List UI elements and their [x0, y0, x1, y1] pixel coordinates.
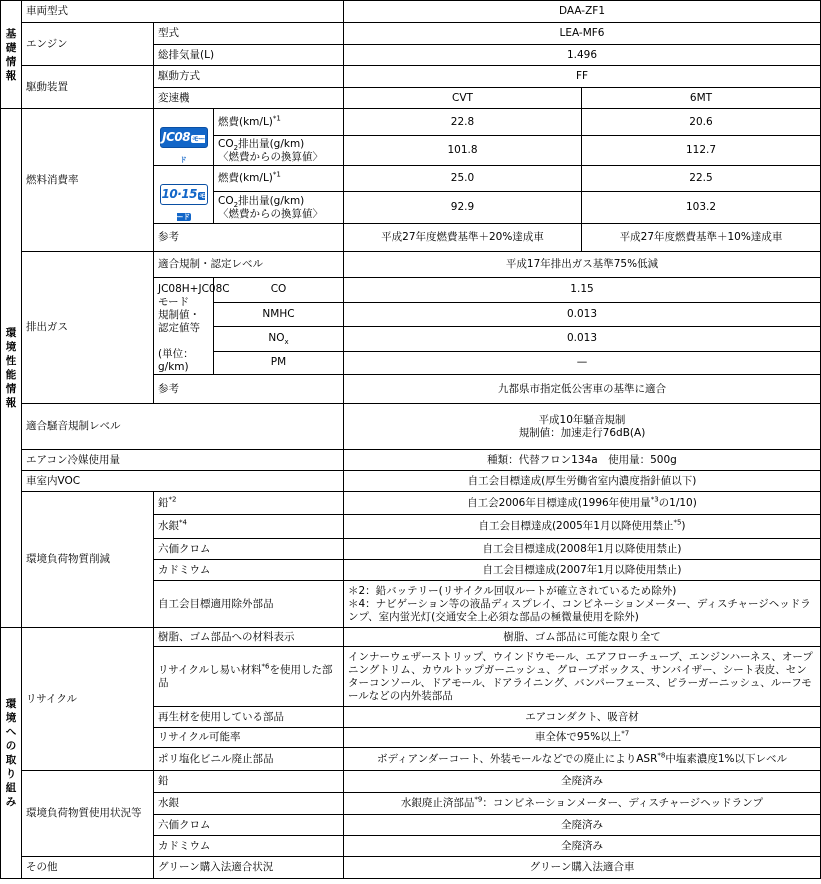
jc08-fuel-cvt: 22.8 — [344, 109, 582, 136]
category-basic: 基礎情報 — [1, 1, 22, 109]
jc08-co2-6mt: 112.7 — [582, 136, 821, 166]
model-value: DAA-ZF1 — [344, 1, 821, 23]
aircon-value: 種類：代替フロン134a 使用量：500g — [344, 450, 821, 471]
co-value: 1.15 — [344, 278, 821, 303]
noise-label: 適合騒音規制レベル — [22, 404, 344, 450]
j1015-co2-label: $CO_2$排出量(g/km) 〈燃費からの換算値〉 — [214, 192, 344, 224]
model-label: 車両型式 — [22, 1, 344, 23]
fuel-ref-cvt: 平成27年度燃費基準＋20%達成車 — [344, 224, 582, 252]
fuel-label: 燃料消費率 — [22, 109, 154, 252]
engine-label: エンジン — [22, 23, 154, 66]
j1015-co2-cvt: 92.9 — [344, 192, 582, 224]
j1015-badge: 10·15 モード — [154, 166, 214, 224]
sub-chromium-label: 六価クロム — [154, 539, 344, 560]
voc-label: 車室内VOC — [22, 471, 344, 492]
green-label: グリーン購入法適合状況 — [154, 857, 344, 879]
resin-value: 樹脂、ゴム部品に可能な限り全て — [344, 628, 821, 647]
transmission-label: 変速機 — [154, 88, 344, 109]
exhaust-mode-label: JC08H+JC08Cモード 規制値・認定値等 (単位：g/km) — [154, 278, 214, 375]
usage-lead-value: 全廃済み — [344, 771, 821, 793]
co-label: CO — [214, 278, 344, 303]
j1015-fuel-6mt: 22.5 — [582, 166, 821, 192]
jc08-fuel-label: 燃費$(km/L)^{*1}$ — [214, 109, 344, 136]
pm-label: PM — [214, 351, 344, 374]
j1015-co2-6mt: 103.2 — [582, 192, 821, 224]
nmhc-label: NMHC — [214, 302, 344, 327]
sub-lead-label: 鉛$^{*2}$ — [154, 492, 344, 515]
recycled-value: エアコンダクト、吸音材 — [344, 707, 821, 728]
exhaust-label: 排出ガス — [22, 252, 154, 404]
nmhc-value: 0.013 — [344, 302, 821, 327]
drive-label: 駆動装置 — [22, 66, 154, 109]
category-env: 環境性能情報 — [1, 109, 22, 628]
usage-mercury-value: 水銀廃止済部品$^{*9}$：コンビネーションメーター、ディスチャージヘッドランプ — [344, 793, 821, 815]
sub-chromium-value: 自工会目標達成(2008年1月以降使用禁止) — [344, 539, 821, 560]
nox-value: 0.013 — [344, 327, 821, 352]
nox-label: $NO_x$ — [214, 327, 344, 352]
transmission-6mt: 6MT — [582, 88, 821, 109]
recycle-rate-value: 車全体で95%以上$^{*7}$ — [344, 728, 821, 748]
easy-recycle-value: インナーウェザーストリップ、ウインドウモール、エアフローチューブ、エンジンハーネス、オープニングトリム、カウルトップガーニッシュ、グローブボックス、サンバイザー、シート表皮、センターコンソール、ドアモール、ドアライニング、バンパーフェース、ピラーガーニッシュ、ルーフモールなどの内外装部品 — [344, 647, 821, 707]
exhaust-level-label: 適合規制・認定レベル — [154, 252, 344, 278]
displacement-value: 1.496 — [344, 45, 821, 66]
recycle-rate-label: リサイクル可能率 — [154, 728, 344, 748]
drive-type-value: FF — [344, 66, 821, 88]
sub-cadmium-value: 自工会目標達成(2007年1月以降使用禁止) — [344, 560, 821, 581]
jc08-badge: JC08 モード — [154, 109, 214, 166]
pm-value: — — [344, 351, 821, 374]
fuel-ref-6mt: 平成27年度燃費基準＋10%達成車 — [582, 224, 821, 252]
usage-chromium-value: 全廃済み — [344, 815, 821, 836]
recycled-label: 再生材を使用している部品 — [154, 707, 344, 728]
transmission-cvt: CVT — [344, 88, 582, 109]
category-effort: 環境への取り組み — [1, 628, 22, 879]
sub-cadmium-label: カドミウム — [154, 560, 344, 581]
fuel-ref-label: 参考 — [154, 224, 344, 252]
usage-chromium-label: 六価クロム — [154, 815, 344, 836]
j1015-fuel-label: 燃費$(km/L)^{*1}$ — [214, 166, 344, 192]
voc-value: 自工会目標達成(厚生労働省室内濃度指針値以下) — [344, 471, 821, 492]
usage-cadmium-value: 全廃済み — [344, 836, 821, 857]
j1015-fuel-cvt: 25.0 — [344, 166, 582, 192]
engine-type-value: LEA-MF6 — [344, 23, 821, 45]
jc08-co2-label: $CO_2$排出量(g/km) 〈燃費からの換算値〉 — [214, 136, 344, 166]
exhaust-level-value: 平成17年排出ガス基準75%低減 — [344, 252, 821, 278]
other-label: その他 — [22, 857, 154, 879]
usage-cadmium-label: カドミウム — [154, 836, 344, 857]
sub-lead-value: 自工会2006年目標達成(1996年使用量$^{*3}$の1/10) — [344, 492, 821, 515]
jc08-co2-cvt: 101.8 — [344, 136, 582, 166]
exhaust-ref-label: 参考 — [154, 375, 344, 404]
usage-label: 環境負荷物質使用状況等 — [22, 771, 154, 857]
sub-mercury-value: 自工会目標達成(2005年1月以降使用禁止$^{*5}$) — [344, 515, 821, 539]
sub-mercury-label: 水銀$^{*4}$ — [154, 515, 344, 539]
engine-type-label: 型式 — [154, 23, 344, 45]
green-value: グリーン購入法適合車 — [344, 857, 821, 879]
sub-exempt-value: ＊2：鉛バッテリー(リサイクル回収ルートが確立されているため除外) ＊4：ナビゲーション等の液晶ディスプレイ、コンビネーションメーター、ディスチャージヘッドランプ、室内蛍光灯(交通安全上必須な部品の極微量使用を除外) — [344, 581, 821, 628]
usage-mercury-label: 水銀 — [154, 793, 344, 815]
sub-exempt-label: 自工会目標適用除外部品 — [154, 581, 344, 628]
resin-label: 樹脂、ゴム部品への材料表示 — [154, 628, 344, 647]
substances-label: 環境負荷物質削減 — [22, 492, 154, 628]
exhaust-ref-value: 九都県市指定低公害車の基準に適合 — [344, 375, 821, 404]
pvc-value: ボディアンダーコート、外装モールなどでの廃止によりASR$^{*8}$中塩素濃度1%以下レベル — [344, 748, 821, 771]
jc08-fuel-6mt: 20.6 — [582, 109, 821, 136]
displacement-label: 総排気量(L) — [154, 45, 344, 66]
aircon-label: エアコン冷媒使用量 — [22, 450, 344, 471]
pvc-label: ポリ塩化ビニル廃止部品 — [154, 748, 344, 771]
easy-recycle-label: リサイクルし易い材料$^{*6}$を使用した部品 — [154, 647, 344, 707]
recycle-label: リサイクル — [22, 628, 154, 771]
noise-value: 平成10年騒音規制 規制値：加速走行76dB(A) — [344, 404, 821, 450]
usage-lead-label: 鉛 — [154, 771, 344, 793]
drive-type-label: 駆動方式 — [154, 66, 344, 88]
